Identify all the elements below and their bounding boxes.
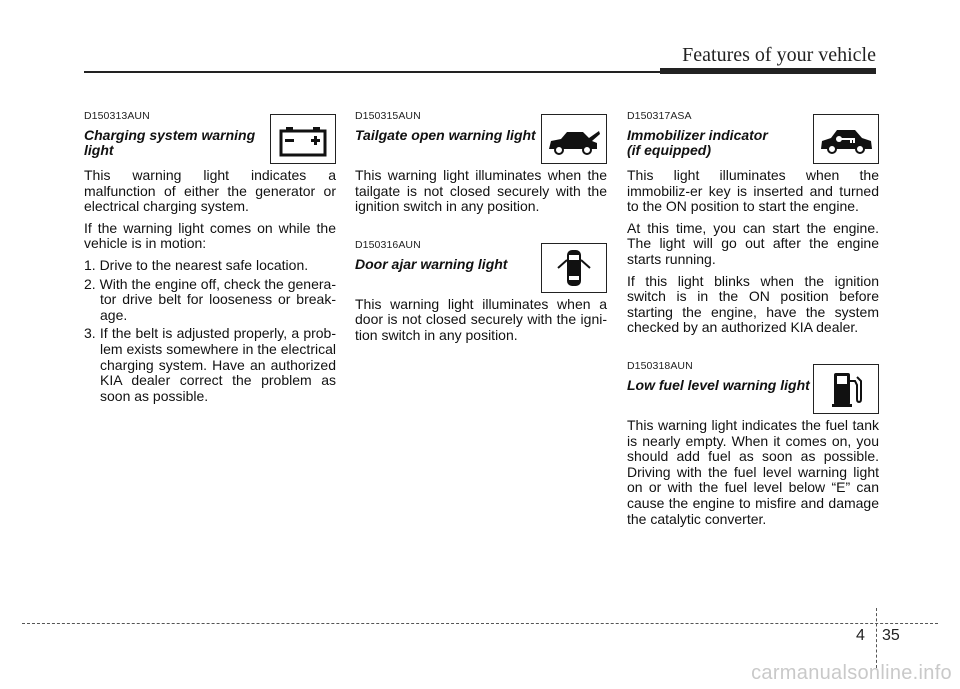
paragraph: This warning light illuminates when a door is not closed securely with the igni-tion switch in any position.	[355, 295, 607, 343]
list-item: 2. With the engine off, check the genera-tor drive belt for looseness or break-age.	[84, 275, 336, 323]
step-list	[84, 258, 336, 404]
battery-icon	[270, 114, 336, 164]
paragraph: At this time, you can start the engine. The light will go out after the engine starts running.	[627, 219, 879, 267]
chapter-number: 4	[856, 627, 865, 644]
column-right	[627, 110, 879, 533]
tailgate-section	[355, 110, 607, 215]
section-code: D150315AUN	[355, 110, 421, 122]
footer-rule	[22, 623, 938, 624]
heading-line: (if equipped)	[627, 142, 711, 158]
heading-line: Immobilizer indicator	[627, 127, 768, 143]
door-ajar-section	[355, 239, 607, 344]
column-left	[84, 110, 336, 407]
header-rule	[84, 71, 660, 73]
paragraph: This warning light indicates a malfunction of either the generator or electrical charging system.	[84, 167, 336, 215]
section-heading: Charging system warning light	[84, 127, 256, 158]
watermark: carmanualsonline.info	[751, 662, 952, 684]
paragraph: This warning light indicates the fuel tank is nearly empty. When it comes on, you should add fuel as soon as possible. Driving with the fuel level warning light on or with the fuel level below “E” can cause the engine to misfire and damage the catalytic converter.	[627, 416, 879, 527]
list-item: 1. Drive to the nearest safe location.	[84, 256, 309, 273]
section-code: D150316AUN	[355, 238, 421, 251]
paragraph: This light illuminates when the immobiliz-er key is inserted and turned to the ON position to start the engine.	[627, 167, 879, 215]
charging-system-section	[84, 110, 336, 404]
list-item: 3. If the belt is adjusted properly, a prob-lem exists somewhere in the electrical charging system. Have an authorized KIA dealer correct the problem as soon as possible.	[84, 325, 336, 404]
section-heading: Tailgate open warning light	[355, 127, 536, 143]
section-header-title: Features of your vehicle	[682, 44, 876, 66]
paragraph: This warning light illuminates when the tailgate is not closed securely with the ignition switch in any position.	[355, 167, 607, 215]
section-heading: Door ajar warning light	[355, 255, 508, 272]
fuel-pump-icon	[813, 364, 879, 414]
footer-separator	[876, 608, 877, 668]
immobilizer-section	[627, 110, 879, 336]
door-ajar-icon	[541, 243, 607, 293]
section-code: D150313AUN	[84, 110, 150, 122]
immobilizer-car-key-icon	[813, 114, 879, 164]
page-number: 35	[882, 627, 900, 644]
header-rule-thick	[660, 68, 876, 74]
section-heading: Low fuel level warning light	[627, 376, 810, 393]
low-fuel-section	[627, 360, 879, 527]
column-middle	[355, 110, 607, 350]
section-code: D150318AUN	[627, 359, 693, 372]
section-code: D150317ASA	[627, 110, 692, 122]
paragraph: If this light blinks when the ignition switch is in the ON position before starting the engine, have the system checked by an authorized KIA dealer.	[627, 272, 879, 336]
paragraph: If the warning light comes on while the vehicle is in motion:	[84, 219, 336, 252]
section-heading	[627, 128, 802, 168]
tailgate-open-icon	[541, 114, 607, 164]
